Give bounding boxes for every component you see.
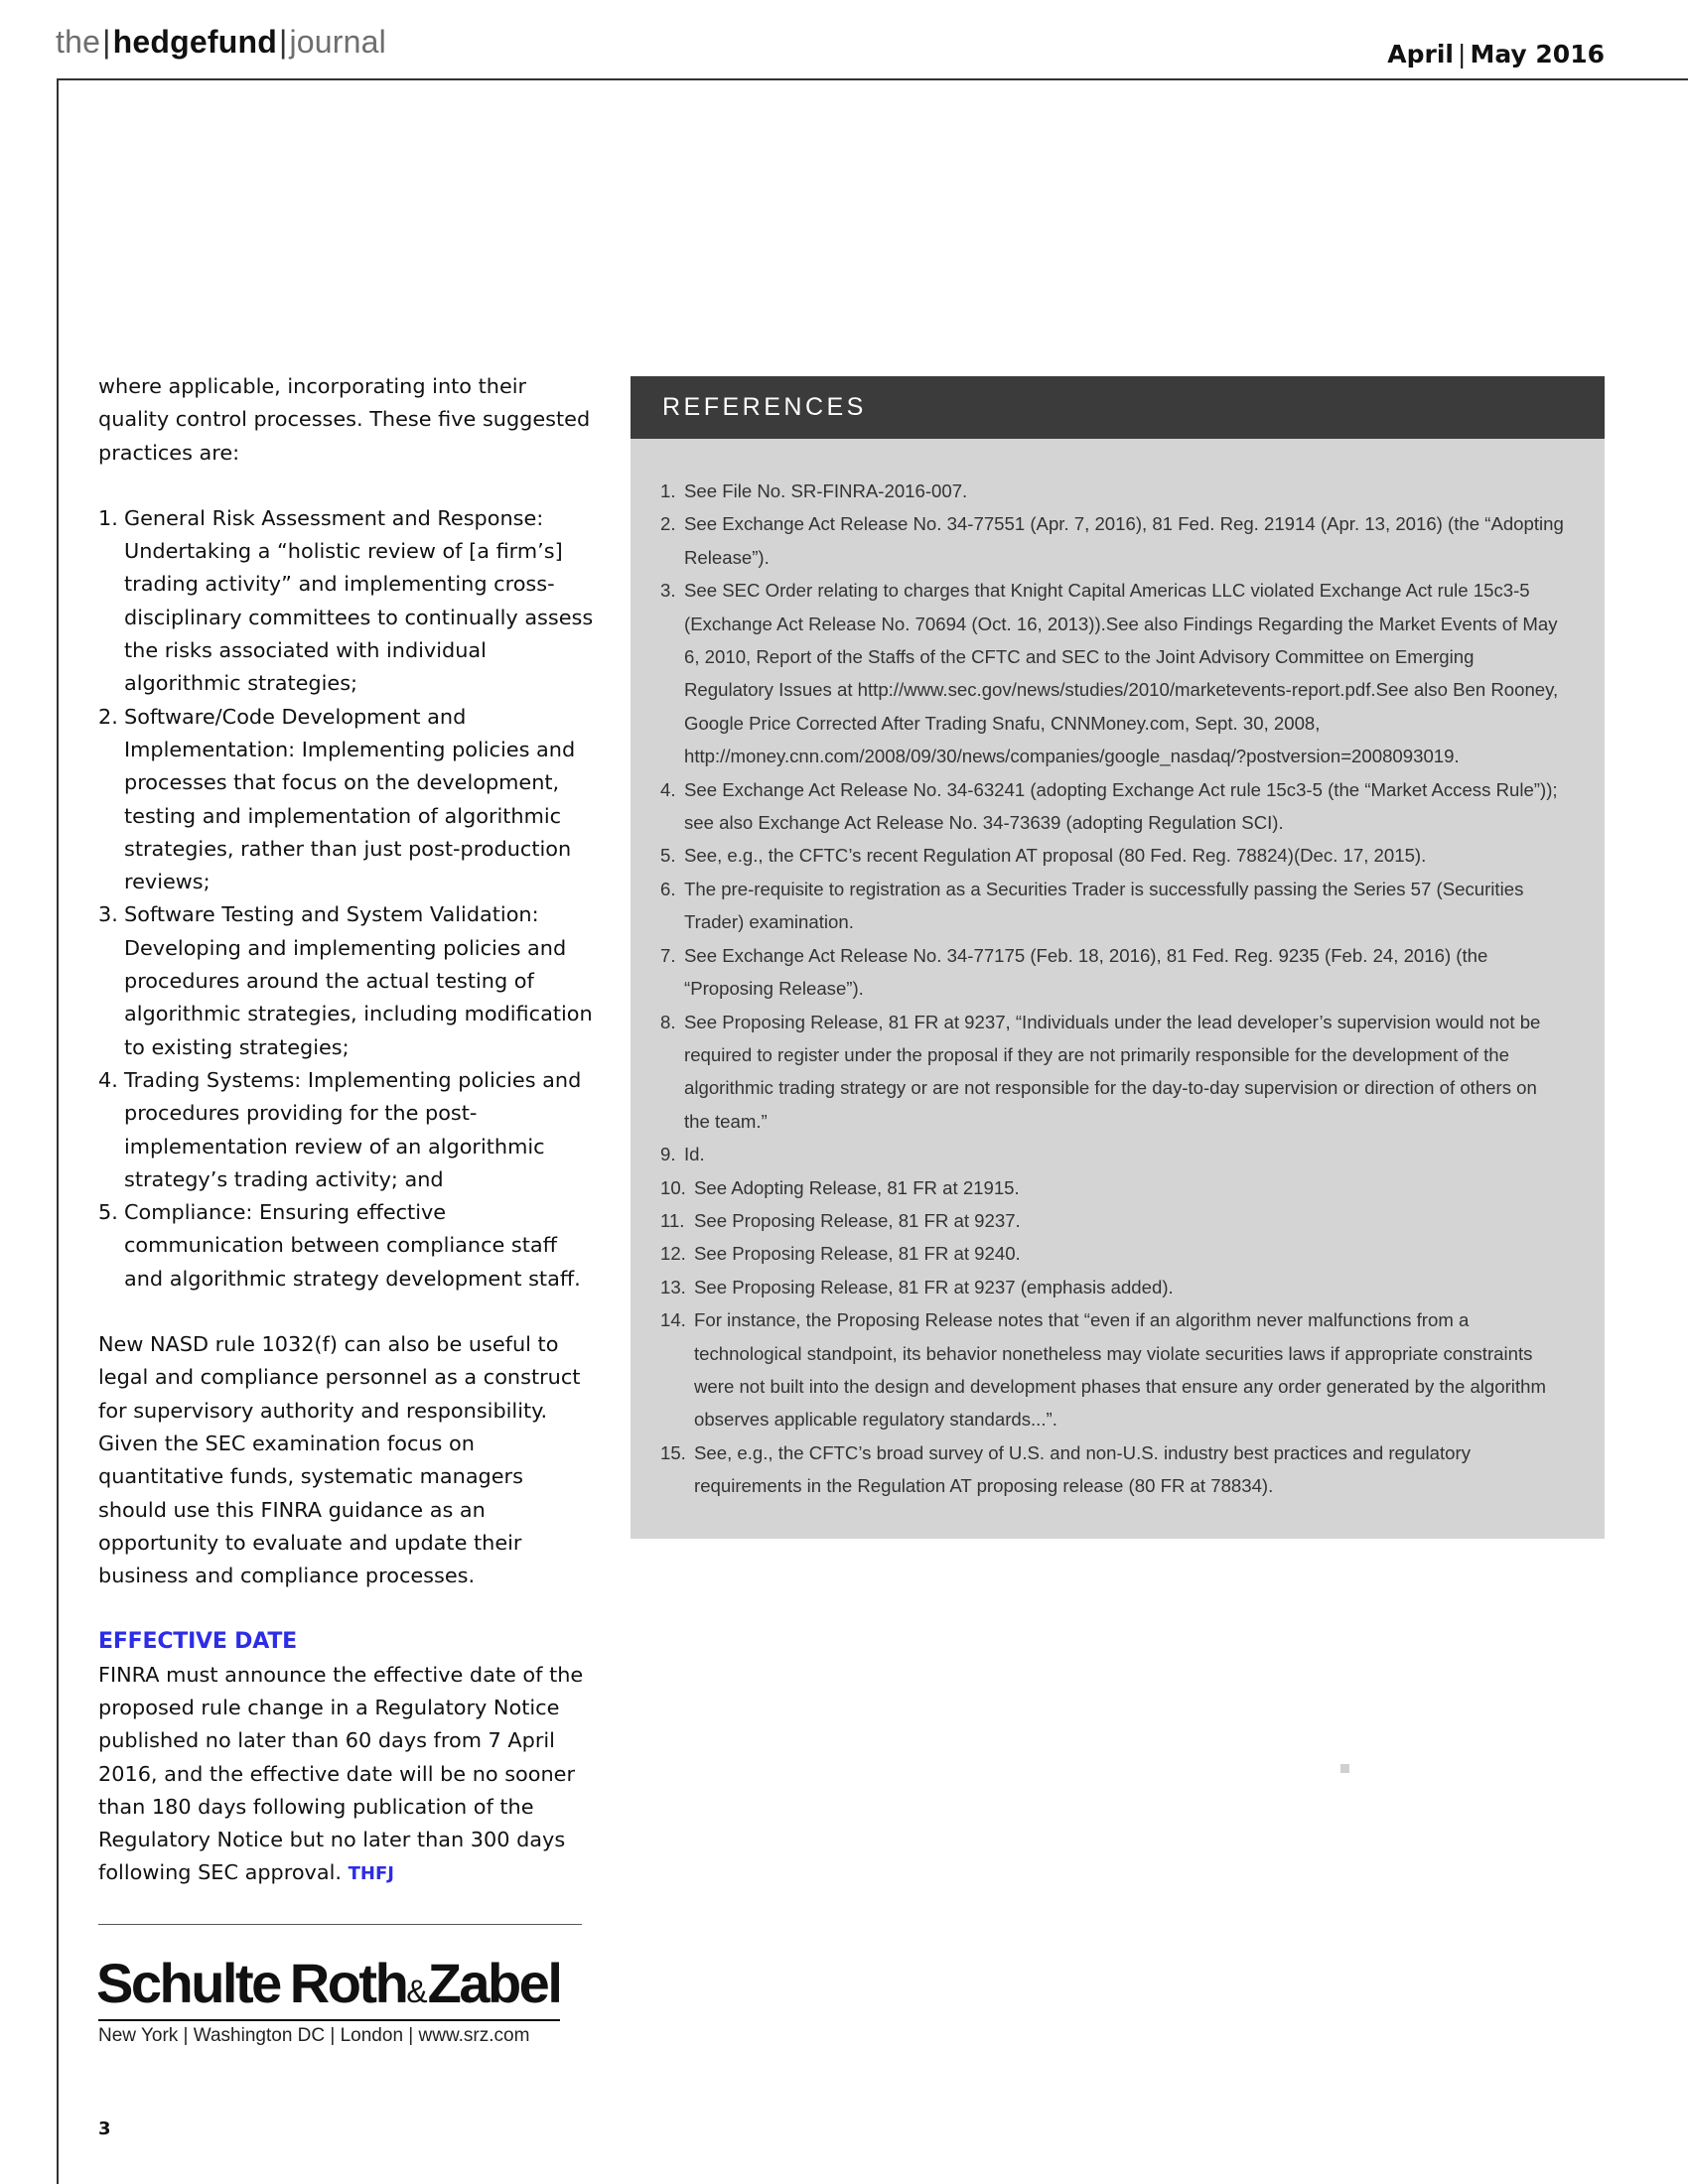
logo-underline (98, 2019, 560, 2021)
reference-item: 2. See Exchange Act Release No. 34-77551 (Apr. 7, 2016), 81 Fed. Reg. 21914 (Apr. 13, 2016) (the “Adopting Release”). (660, 513, 1564, 568)
header-divider (57, 78, 1688, 80)
section-heading-effective-date: EFFECTIVE DATE (98, 1629, 297, 1655)
office-locations: New York | Washington DC | London | www.srz.com (98, 2025, 530, 2046)
reference-item: 8. See Proposing Release, 81 FR at 9237, “Individuals under the lead developer’s supervision would not be required to register under the proposal if they are not primarily responsible for the development of the algorithmic trading strategy or are not responsible for the day-to-day supervision or direction of others on the team.” (660, 1011, 1541, 1132)
reference-item: 10. See Adopting Release, 81 FR at 21915. (660, 1176, 1020, 1198)
issue-date (1387, 40, 1605, 68)
masthead-separator: | (102, 24, 111, 60)
list-item: 4. Trading Systems: Implementing policies and procedures providing for the post-implementation review of an algorithmic strategy’s trading activity; and (98, 1067, 582, 1191)
reference-item: 5. See, e.g., the CFTC’s recent Regulation AT proposal (80 Fed. Reg. 78824)(Dec. 17, 2015). (660, 845, 1427, 867)
srz-logo: Schulte Roth&Zabel (96, 1952, 561, 2014)
effective-date-paragraph: FINRA must announce the effective date of the proposed rule change in a Regulatory Notice published no later than 60 days from 7 April 2016, and the effective date will be no sooner than 180 days following publication of the Regulatory Notice but no later than 300 days following SEC approval. THFJ (98, 1662, 584, 1885)
reference-item: 3. See SEC Order relating to charges that Knight Capital Americas LLC violated Exchange Act rule 15c3-5 (Exchange Act Release No. 70694 (Oct. 16, 2013)).See also Findings Regarding the Market Events of May 6, 2010, Report of the Staffs of the CFTC and SEC to the Joint Advisory Committee on Emerging Regulatory Issues at http://www.sec.gov/news/studies/2010/marketevents-report.pdf.See also Ben Rooney, Google Price Corrected After Trading Snafu, CNNMoney.com, Sept. 30, 2008, http://money.cnn.com/2008/09/30/news/companies/google_nasdaq/?postversion=2008093019. (660, 580, 1559, 767)
reference-item: 4. See Exchange Act Release No. 34-63241 (adopting Exchange Act rule 15c3-5 (the “Market Access Rule”)); see also Exchange Act Release No. 34-73639 (adopting Regulation SCI). (660, 778, 1558, 834)
reference-item: 6. The pre-requisite to registration as a Securities Trader is successfully passing the Series 57 (Securities Trader) examination. (660, 878, 1524, 933)
reference-item: 9. Id. (660, 1144, 705, 1165)
references-heading: REFERENCES (631, 376, 1605, 439)
references-list (631, 439, 1605, 1503)
masthead-separator: | (278, 24, 288, 60)
decorative-dot (1340, 1764, 1349, 1773)
reference-item: 12. See Proposing Release, 81 FR at 9240. (660, 1243, 1021, 1265)
journal-masthead (56, 24, 386, 61)
references-box (631, 376, 1605, 1539)
reference-item: 13. See Proposing Release, 81 FR at 9237 (emphasis added). (660, 1276, 1174, 1297)
reference-item: 1. See File No. SR-FINRA-2016-007. (660, 480, 968, 501)
reference-item: 11. See Proposing Release, 81 FR at 9237. (660, 1209, 1021, 1231)
list-item: 2. Software/Code Development and Implementation: Implementing policies and processes that focus on the development, testing and implementation of algorithmic strategies, rather than just post-production reviews; (98, 704, 576, 894)
issue-separator: | (1458, 40, 1467, 68)
reference-item: 7. See Exchange Act Release No. 34-77175 (Feb. 18, 2016), 81 Fed. Reg. 9235 (Feb. 24, 2016) (the “Proposing Release”). (660, 944, 1488, 1000)
masthead-journal: journal (289, 24, 386, 60)
list-item: 3. Software Testing and System Validation: Developing and implementing policies and procedures around the actual testing of algorithmic strategies, including modification to existing strategies; (98, 902, 593, 1059)
list-item: 1. General Risk Assessment and Response: Undertaking a “holistic review of [a firm’s] trading activity” and implementing cross-disciplinary committees to continually assess the risks associated with individual algorithmic strategies; (98, 505, 594, 696)
list-item: 5. Compliance: Ensuring effective communication between compliance staff and algorithmic strategy development staff. (98, 1200, 581, 1291)
article-body (98, 370, 595, 1891)
practices-list (98, 502, 595, 1296)
page-number: 3 (98, 2118, 111, 2139)
reference-item: 14. For instance, the Proposing Release notes that “even if an algorithm never malfunctions from a technological standpoint, its behavior nonetheless may violate securities laws if appropriate constraints were not built into the design and development phases that ensure any order generated by the algorithm observes applicable regulatory standards...”. (660, 1309, 1546, 1431)
masthead-the: the (56, 24, 101, 60)
end-mark: THFJ (348, 1863, 394, 1885)
masthead-hedgefund: hedgefund (112, 24, 277, 60)
compliance-paragraph: New NASD rule 1032(f) can also be useful to legal and compliance personnel as a construct for supervisory authority and responsibility. Given the SEC examination focus on quantitative funds, systematic managers should use this FINRA guidance as an opportunity to evaluate and update their business and compliance processes. (98, 1332, 581, 1588)
left-margin-divider (57, 78, 59, 2184)
intro-paragraph: where applicable, incorporating into their quality control processes. These five suggested practices are: (98, 374, 591, 465)
issue-month-second: May 2016 (1470, 40, 1605, 68)
footer-divider (98, 1924, 582, 1925)
issue-month-first: April (1387, 40, 1454, 68)
reference-item: 15. See, e.g., the CFTC’s broad survey of U.S. and non-U.S. industry best practices and regulatory requirements in the Regulation AT proposing release (80 FR at 78834). (660, 1441, 1472, 1497)
